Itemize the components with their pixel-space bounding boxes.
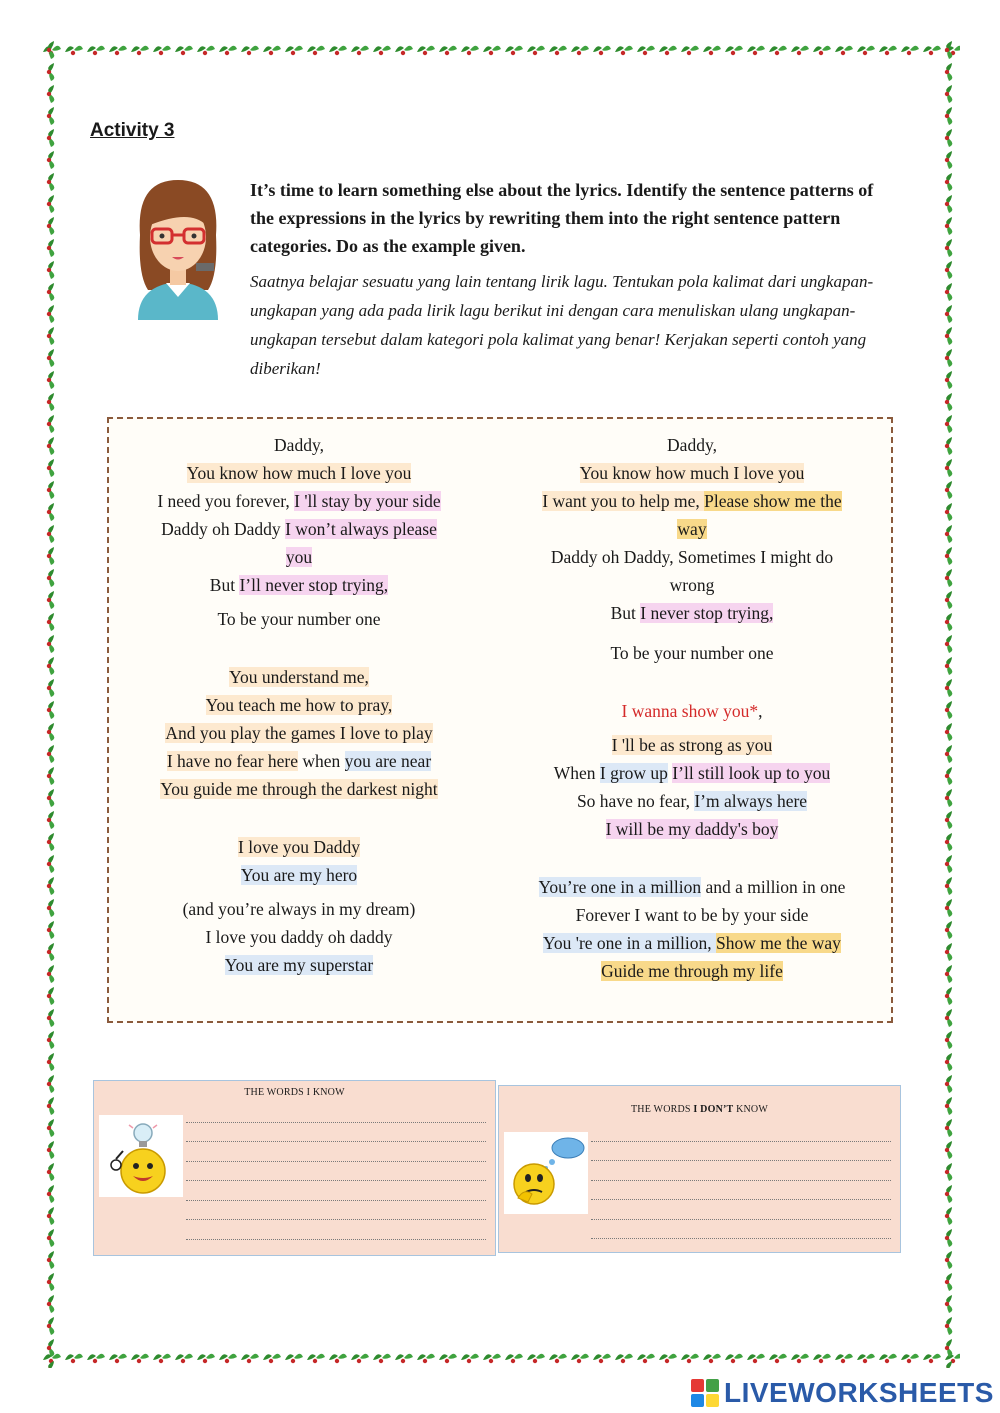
lyric-line: You are my superstar [224, 955, 374, 975]
words-title-part: KNOW [733, 1104, 768, 1115]
writing-line[interactable] [591, 1142, 891, 1162]
lyric-fragment: I’ll still look up to you [672, 763, 831, 783]
lyric-fragment: you are near [344, 751, 432, 771]
lyric-line: You teach me how to pray, [205, 695, 393, 715]
lyric-fragment: I want you to help me, [542, 491, 705, 511]
liveworksheets-logo [690, 1376, 994, 1410]
lyric-fragment: way [677, 519, 707, 539]
writing-lines[interactable] [186, 1103, 486, 1240]
holly-border-left [40, 38, 62, 1368]
lyric-line: I love you Daddy [238, 837, 360, 857]
holly-border-bottom [40, 1346, 960, 1368]
writing-line[interactable] [591, 1200, 891, 1220]
lyric-fragment: I never stop trying, [640, 603, 774, 623]
lyric-fragment: Show me the way [716, 933, 841, 953]
lyric-fragment: I have no fear here [166, 751, 299, 771]
lyric-fragment: Daddy oh Daddy [161, 519, 286, 539]
lyric-fragment: You’re one in a million [538, 877, 702, 897]
writing-line[interactable] [186, 1142, 486, 1162]
writing-line[interactable] [186, 1181, 486, 1201]
lyric-fragment: But [610, 603, 641, 623]
writing-line[interactable] [591, 1122, 891, 1142]
lyric-line: wrong [669, 575, 715, 595]
holly-border-top [40, 38, 960, 60]
lyric-line: And you play the games I love to play [165, 723, 433, 743]
lyric-fragment: I’m always here [694, 791, 808, 811]
words-i-know-box [93, 1080, 496, 1256]
lyric-line: You know how much I love you [579, 463, 805, 483]
lyric-fragment: I need you forever, [157, 491, 295, 511]
lyric-line: I will be my daddy's boy [605, 819, 779, 839]
activity-title: Activity 3 [90, 120, 175, 141]
lyric-fragment: and a million in one [701, 877, 846, 897]
lightbulb-smiley-icon [99, 1115, 183, 1197]
lyric-fragment: I’ll never stop trying, [239, 575, 389, 595]
writing-lines[interactable] [591, 1122, 891, 1239]
words-i-dont-know-box [498, 1085, 901, 1253]
lyric-line: Daddy, [667, 435, 717, 455]
writing-line[interactable] [186, 1220, 486, 1240]
lyric-line: I 'll be as strong as you [611, 735, 773, 755]
thinking-smiley-panel [504, 1132, 588, 1214]
lyric-line: (and you’re always in my dream) [182, 899, 416, 919]
writing-line[interactable] [591, 1161, 891, 1181]
lyric-line: To be your number one [217, 609, 381, 629]
lyric-fragment: you [285, 547, 313, 567]
lyrics-box [107, 417, 893, 1023]
lyric-line: I love you daddy oh daddy [205, 927, 393, 947]
instruction-english: It’s time to learn something else about the lyrics. Identify the sentence patterns of the expressions in the lyrics by rewriting them into the right sentence pattern categories. Do as the example given. [250, 180, 874, 256]
lyric-line: You guide me through the darkest night [160, 779, 438, 799]
instruction-indonesian: Saatnya belajar sesuatu yang lain tentang lirik lagu. Tentukan pola kalimat dari ungkapan-ungkapan yang ada pada lirik lagu berikut ini dengan cara menuliskan ulang ungkapan-ungkapan tersebut dalam kategori pola kalimat yang benar! Kerjakan seperti contoh yang diberikan! [250, 272, 874, 378]
words-title-part: THE WORDS [631, 1104, 694, 1115]
lyric-fragment: I grow up [599, 763, 668, 783]
lyric-fragment: You 're one in a million, [543, 933, 717, 953]
teacher-illustration [128, 175, 228, 320]
lyric-fragment: when [298, 751, 345, 771]
lyric-fragment: When [553, 763, 600, 783]
words-title-bold: I DON’T [693, 1104, 734, 1115]
lyrics-column-right [509, 431, 875, 985]
writing-line[interactable] [186, 1103, 486, 1123]
writing-line[interactable] [591, 1220, 891, 1240]
lightbulb-smiley-panel [99, 1115, 183, 1197]
lyric-line: You are my hero [240, 865, 358, 885]
lyric-fragment: , [758, 701, 763, 721]
liveworksheets-wordmark: LIVEWORKSHEETS [724, 1377, 994, 1408]
liveworksheets-mark-icon [690, 1378, 720, 1408]
lyric-fragment: I 'll stay by your side [294, 491, 441, 511]
lyric-fragment: Please show me the [704, 491, 842, 511]
lyric-fragment: But [209, 575, 240, 595]
thinking-smiley-icon [504, 1132, 588, 1214]
lyric-fragment: I won’t always please [285, 519, 437, 539]
lyric-example-red: I wanna show you* [621, 701, 759, 721]
lyric-fragment: So have no fear, [576, 791, 695, 811]
writing-line[interactable] [186, 1123, 486, 1143]
words-i-know-title: THE WORDS I KNOW [244, 1087, 345, 1098]
holly-border-right [938, 38, 960, 1368]
lyric-line: Daddy, [274, 435, 324, 455]
lyric-line: To be your number one [610, 643, 774, 663]
writing-line[interactable] [186, 1201, 486, 1221]
lyric-line: You know how much I love you [186, 463, 412, 483]
lyric-line: Guide me through my life [601, 961, 783, 981]
lyric-line: Forever I want to be by your side [575, 905, 809, 925]
lyric-line: Daddy oh Daddy, Sometimes I might do [550, 547, 834, 567]
lyric-line: You understand me, [229, 667, 369, 687]
words-i-dont-know-title [499, 1104, 900, 1115]
writing-line[interactable] [591, 1181, 891, 1201]
lyrics-column-left [123, 431, 475, 979]
writing-line[interactable] [186, 1162, 486, 1182]
